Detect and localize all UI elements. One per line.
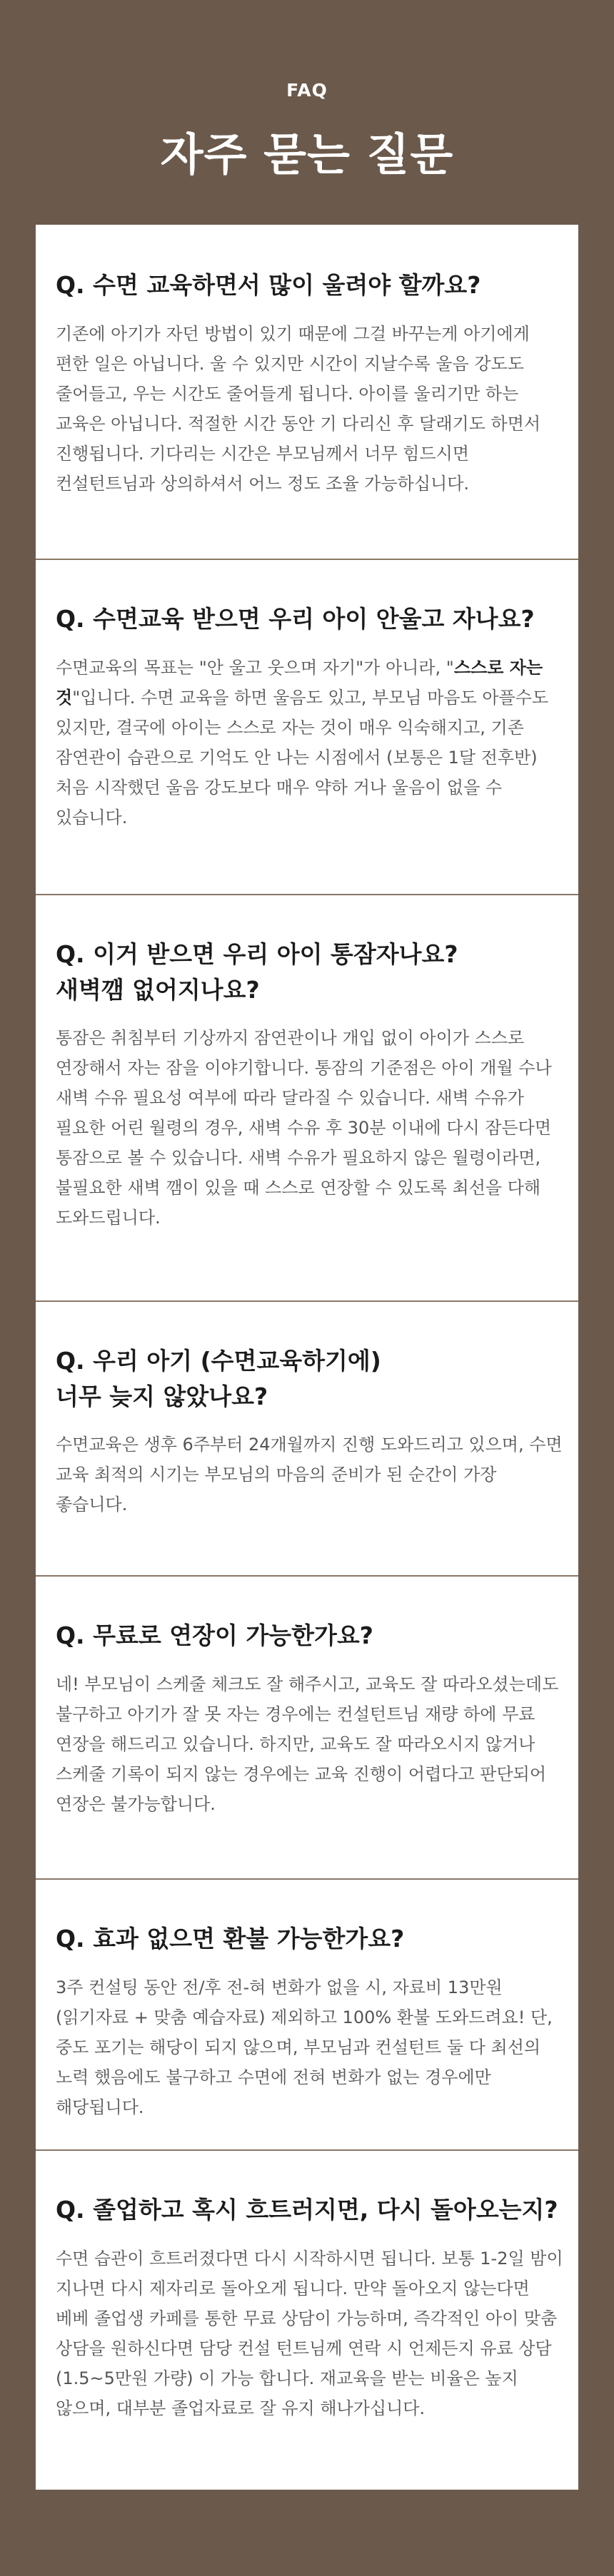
- faq-question: Q. 우리 아기 (수면교육하기에) 너무 늦지 않았나요?: [56, 1347, 381, 1410]
- faq-answer: [56, 653, 565, 833]
- faq-answer: 수면교육은 생후 6주부터 24개월까지 진행 도와드리고 있으며, 수면 교육 최적의 시기는 부모님의 마음의 준비가 된 순간이 가장 좋습니다.: [56, 1435, 563, 1514]
- faq-answer: 통잠은 취침부터 기상까지 잠연관이나 개입 없이 아이가 스스로 연장해서 자는 잠을 이야기합니다. 통잠의 기준점은 아이 개월 수나 새벽 수유 필요성 여부에 따라 달라질 수 있습니다. 새벽 수유가 필요한 어린 월령의 경우, 새벽 수유 후 30분 이내에 다시 잠든다면 통잠으로 볼 수 있습니다. 새벽 수유가 필요하지 않은 월령이라면, 불필요한 새벽 깸이 있을 때 스스로 연장할 수 있도록 최선을 다해 도와드립니다.: [56, 1028, 552, 1228]
- faq-item: [36, 895, 578, 1302]
- faq-eyebrow: FAQ: [286, 80, 328, 101]
- faq-panel: [36, 225, 578, 2490]
- faq-item: [36, 1302, 578, 1577]
- faq-question: Q. 졸업하고 혹시 흐트러지면, 다시 돌아오는지?: [56, 2196, 558, 2224]
- faq-question: Q. 수면 교육하면서 많이 울려야 할까요?: [56, 271, 481, 299]
- faq-answer: 네! 부모님이 스케줄 체크도 잘 해주시고, 교육도 잘 따라오셨는데도 불구하고 아기가 잘 못 자는 경우에는 컨설턴트님 재량 하에 무료 연장을 해드리고 있습니다. 하지만, 교육도 잘 따라오시지 않거나 스케줄 기록이 되지 않는 경우에는 교육 진행이 어렵다고 판단되어 연장은 불가능합니다.: [56, 1674, 559, 1814]
- faq-answer-part: 수면교육의 목표는 "안 울고 웃으며 자기"가 아니라, ": [56, 657, 454, 678]
- faq-question: Q. 무료로 연장이 가능한가요?: [56, 1622, 373, 1649]
- faq-answer-emphasis: 스스로 자는 것: [56, 657, 543, 708]
- faq-header: [0, 0, 614, 183]
- faq-question: Q. 이거 받으면 우리 아이 통잠자나요? 새벽깸 없어지나요?: [56, 940, 458, 1004]
- faq-answer: 기존에 아기가 자던 방법이 있기 때문에 그걸 바꾸는게 아기에게 편한 일은 아닙니다. 울 수 있지만 시간이 지날수록 울음 강도도 줄어들고, 우는 시간도 줄어들게 됩니다. 아이를 울리기만 하는 교육은 아닙니다. 적절한 시간 동안 기 다리신 후 달래기도 하면서 진행됩니다. 기다리는 시간은 부모님께서 너무 힘드시면 컨설턴트님과 상의하셔서 어느 정도 조율 가능하십니다.: [56, 323, 541, 494]
- faq-item: [36, 1880, 578, 2151]
- faq-item: [36, 2151, 578, 2486]
- faq-answer: 수면 습관이 흐트러졌다면 다시 시작하시면 됩니다. 보통 1-2일 밤이 지나면 다시 제자리로 돌아오게 됩니다. 만약 돌아오지 않는다면 베베 졸업생 카페를 통한 무료 상담이 가능하며, 즉각적인 아이 맞춤 상담을 원하신다면 담당 컨설 턴트님께 연락 시 언제든지 유료 상담 (1.5~5만원 가량) 이 가능 합니다. 재교육을 받는 비율은 높지 않으며, 대부분 졸업자료로 잘 유지 해나가십니다.: [56, 2248, 563, 2418]
- faq-answer: 3주 컨설팅 동안 전/후 전-혀 변화가 없을 시, 자료비 13만원 (읽기자료 + 맞춤 예습자료) 제외하고 100% 환불 도와드려요! 단, 중도 포기는 해당이 되지 않으며, 부모님과 컨설턴트 둘 다 최선의 노력 했음에도 불구하고 수면에 전혀 변화가 없는 경우에만 해당됩니다.: [56, 1977, 553, 2117]
- faq-question: Q. 효과 없으면 환불 가능한가요?: [56, 1925, 405, 1953]
- faq-item: [36, 225, 578, 560]
- faq-answer-part: "입니다. 수면 교육을 하면 울음도 있고, 부모님 마음도 아플수도 있지만, 결국에 아이는 스스로 자는 것이 매우 익숙해지고, 기존 잠연관이 습관으로 기억도 안 나는 시점에서 (보통은 1달 전후반) 처음 시작했던 울음 강도보다 매우 약하 거나 울음이 없을 수 있습니다.: [56, 687, 549, 828]
- faq-question: Q. 수면교육 받으면 우리 아이 안울고 자나요?: [56, 605, 535, 633]
- page-title: 자주 묻는 질문: [160, 128, 454, 180]
- faq-item: [36, 560, 578, 895]
- faq-item: [36, 1577, 578, 1880]
